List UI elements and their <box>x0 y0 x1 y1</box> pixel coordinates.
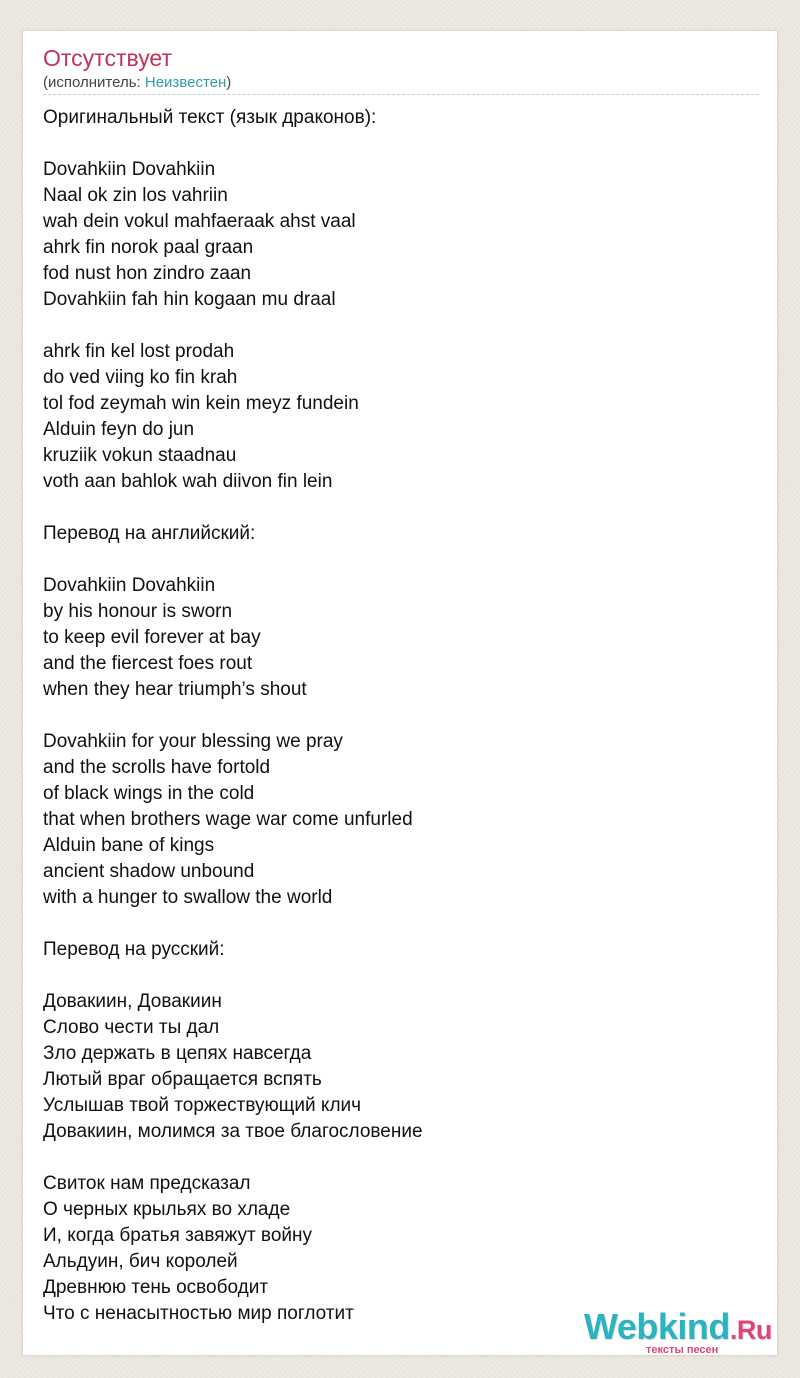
lyric-line: that when brothers wage war come unfurled <box>43 809 413 830</box>
lyric-line: ancient shadow unbound <box>43 861 255 882</box>
lyric-blank-line <box>43 313 759 339</box>
lyric-line: Перевод на русский: <box>43 939 225 960</box>
logo-tagline: тексты песен <box>646 1344 719 1356</box>
lyric-line: by his honour is sworn <box>43 601 233 622</box>
lyric-line: Dovahkiin for your blessing we pray <box>43 731 343 752</box>
artist-link[interactable]: Неизвестен <box>144 74 227 91</box>
lyric-line: Довакиин, молимся за твое благословение <box>43 1121 423 1142</box>
lyric-blank-line <box>43 703 759 729</box>
artist-line <box>43 74 231 92</box>
lyric-blank-line <box>43 131 759 157</box>
song-title: Отсутствует <box>43 45 172 71</box>
lyric-line: Alduin bane of kings <box>43 835 215 856</box>
lyric-line: Альдуин, бич королей <box>43 1251 238 1272</box>
lyric-line: wah dein vokul mahfaeraak ahst vaal <box>43 211 356 232</box>
logo-tld-text: .Ru <box>729 1315 772 1345</box>
lyric-blank-line <box>43 547 759 573</box>
lyric-blank-line <box>43 911 759 937</box>
lyric-line: Свиток нам предсказал <box>43 1173 251 1194</box>
artist-suffix: ) <box>226 74 232 91</box>
title-divider <box>43 94 759 95</box>
lyric-line: Слово чести ты дал <box>43 1017 220 1038</box>
lyric-line: do ved viing ko fin krah <box>43 367 238 388</box>
lyric-line: Перевод на английский: <box>43 523 256 544</box>
lyric-line: ahrk fin kel lost prodah <box>43 341 235 362</box>
lyric-line: Dovahkiin Dovahkiin <box>43 575 216 596</box>
lyric-line: Alduin feyn do jun <box>43 419 195 440</box>
artist-prefix: (исполнитель: <box>43 74 145 91</box>
lyric-line: voth aan bahlok wah diivon fin lein <box>43 471 333 492</box>
lyric-line: Услышав твой торжествующий клич <box>43 1095 362 1116</box>
webkind-logo[interactable] <box>584 1307 779 1355</box>
logo-main-text: Webkind <box>584 1306 730 1347</box>
lyric-line: Что с ненасытностью мир поглотит <box>43 1303 354 1324</box>
lyric-line: tol fod zeymah win kein meyz fundein <box>43 393 359 414</box>
lyric-line: Оригинальный текст (язык драконов): <box>43 107 377 128</box>
lyric-line: with a hunger to swallow the world <box>43 887 333 908</box>
lyric-line: Dovahkiin Dovahkiin <box>43 159 216 180</box>
lyric-line: Довакиин, Довакиин <box>43 991 222 1012</box>
lyric-line: when they hear triumph’s shout <box>43 679 307 700</box>
lyric-line: Naal ok zin los vahriin <box>43 185 228 206</box>
lyric-line: Зло держать в цепях навсегда <box>43 1043 312 1064</box>
lyric-line: Лютый враг обращается вспять <box>43 1069 322 1090</box>
lyric-line: fod nust hon zindro zaan <box>43 263 252 284</box>
lyric-blank-line <box>43 1145 759 1171</box>
lyric-line: kruziik vokun staadnau <box>43 445 237 466</box>
lyric-blank-line <box>43 963 759 989</box>
lyric-line: to keep evil forever at bay <box>43 627 261 648</box>
lyrics-text <box>43 105 759 1327</box>
lyric-line: И, когда братья завяжут войну <box>43 1225 312 1246</box>
lyric-line: of black wings in the cold <box>43 783 255 804</box>
lyric-line: Древнюю тень освободит <box>43 1277 269 1298</box>
lyric-line: О черных крыльях во хладе <box>43 1199 291 1220</box>
lyric-line: Dovahkiin fah hin kogaan mu draal <box>43 289 336 310</box>
lyrics-card <box>22 30 778 1356</box>
lyric-line: and the fiercest foes rout <box>43 653 253 674</box>
lyric-line: and the scrolls have fortold <box>43 757 271 778</box>
lyric-blank-line <box>43 495 759 521</box>
lyric-line: ahrk fin norok paal graan <box>43 237 254 258</box>
